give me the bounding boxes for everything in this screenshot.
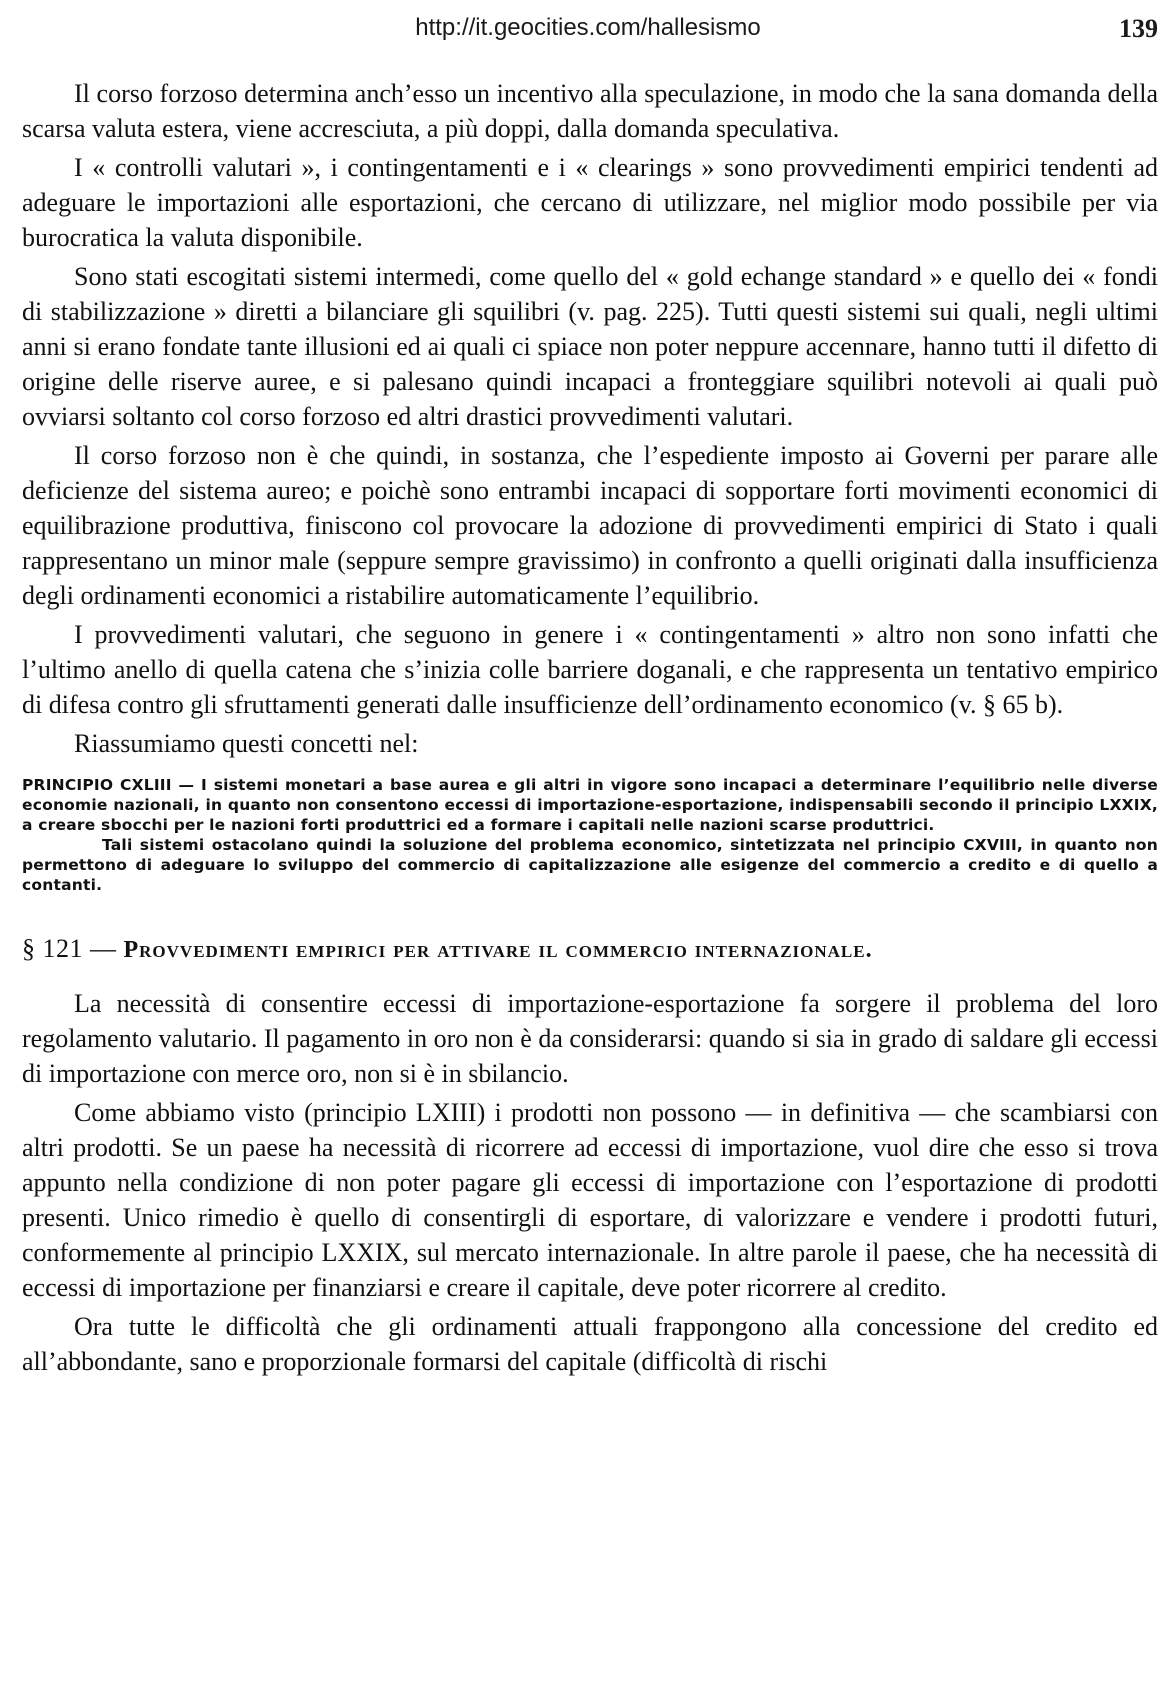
- principle-text: — I sistemi monetari a base aurea e gli altri in vigore sono incapaci a determinare l’equilibrio nelle diverse economie nazionali, in quanto non consentono eccessi di importazione-esportazione, indispensabili secondo il principio LXXIX, a creare sbocchi per le nazioni forti produttrici ed a formare i capitali nelle nazioni scarse produttrici.: [22, 776, 1158, 834]
- principle-label: PRINCIPIO CXLIII: [22, 776, 172, 794]
- principle-subtext: Tali sistemi ostacolano quindi la soluzione del problema economico, sintetizzata nel principio CXVIII, in quanto non permettono di adeguare lo sviluppo del commercio di capitalizzazione alle esigenze del commercio a credito e di quello a contanti.: [22, 836, 1158, 894]
- paragraph: I provvedimenti valutari, che seguono in genere i « contingentamenti » altro non sono infatti che l’ultimo anello di quella catena che s’inizia colle barriere doganali, e che rappresenta un tentativo empirico di difesa contro gli sfruttamenti generati dalle insufficienze dell’ordinamento economico (v. § 65 b).: [22, 620, 1158, 719]
- header-url: http://it.geocities.com/hallesismo: [415, 14, 761, 41]
- paragraph: Il corso forzoso non è che quindi, in sostanza, che l’espediente imposto ai Governi per parare alle deficienze del sistema aureo; e poichè sono entrambi incapaci di sopportare forti movimenti economici di equilibrazione produttiva, finiscono col provocare la adozione di provvedimenti empirici di Stato i quali rappresentano un minor male (seppure sempre gravissimo) in confronto a quelli originati dalla insufficienza degli ordinamenti economici a ristabilire automaticamente l’equilibrio.: [22, 441, 1158, 610]
- paragraph: Sono stati escogitati sistemi intermedi, come quello del « gold echange standard » e quello dei « fondi di stabilizzazione » diretti a bilanciare gli squilibri (v. pag. 225). Tutti questi sistemi sui quali, negli ultimi anni si erano fondate tante illusioni ed ai quali ci spiace non poter neppure accennare, hanno tutti il difetto di origine delle riserve auree, e si palesano quindi incapaci a fronteggiare squilibri notevoli ai quali può ovviarsi soltanto col corso forzoso ed altri drastici provvedimenti valutari.: [22, 262, 1158, 431]
- section-heading: [22, 931, 1158, 968]
- section-title: Provvedimenti empirici per attivare il commercio internazionale.: [123, 937, 873, 963]
- paragraph: Riassumiamo questi concetti nel:: [74, 729, 419, 758]
- paragraph: Ora tutte le difficoltà che gli ordinamenti attuali frappongono alla concessione del credito ed all’abbondante, sano e proporzionale formarsi del capitale (difficoltà di rischi: [22, 1312, 1158, 1376]
- section-number: § 121 —: [22, 934, 117, 963]
- principle-block: [22, 775, 1158, 895]
- page-body: [22, 76, 1158, 1383]
- paragraph: I « controlli valutari », i contingentamenti e i « clearings » sono provvedimenti empirici tendenti ad adeguare le importazioni alle esportazioni, che cercano di utilizzare, nel miglior modo possibile per via burocratica la valuta disponibile.: [22, 153, 1158, 252]
- paragraph: Il corso forzoso determina anch’esso un incentivo alla speculazione, in modo che la sana domanda della scarsa valuta estera, viene accresciuta, a più doppi, dalla domanda speculativa.: [22, 79, 1158, 143]
- paragraph: La necessità di consentire eccessi di importazione-esportazione fa sorgere il problema del loro regolamento valutario. Il pagamento in oro non è da considerarsi: quando si sia in grado di saldare gli eccessi di importazione con merce oro, non si è in sbilancio.: [22, 989, 1158, 1088]
- page-number: 139: [1119, 14, 1158, 43]
- paragraph: Come abbiamo visto (principio LXIII) i prodotti non possono — in definitiva — che scambiarsi con altri prodotti. Se un paese ha necessità di ricorrere ad eccessi di importazione, vuol dire che esso si trova appunto nella condizione di non poter pagare gli eccessi di importazione con l’esportazione di prodotti presenti. Unico rimedio è quello di consentirgli di esportare, di valorizzare e vendere i prodotti futuri, conformemente al principio LXXIX, sul mercato internazionale. In altre parole il paese, che ha necessità di eccessi di importazione per finanziarsi e creare il capitale, deve poter ricorrere al credito.: [22, 1098, 1158, 1302]
